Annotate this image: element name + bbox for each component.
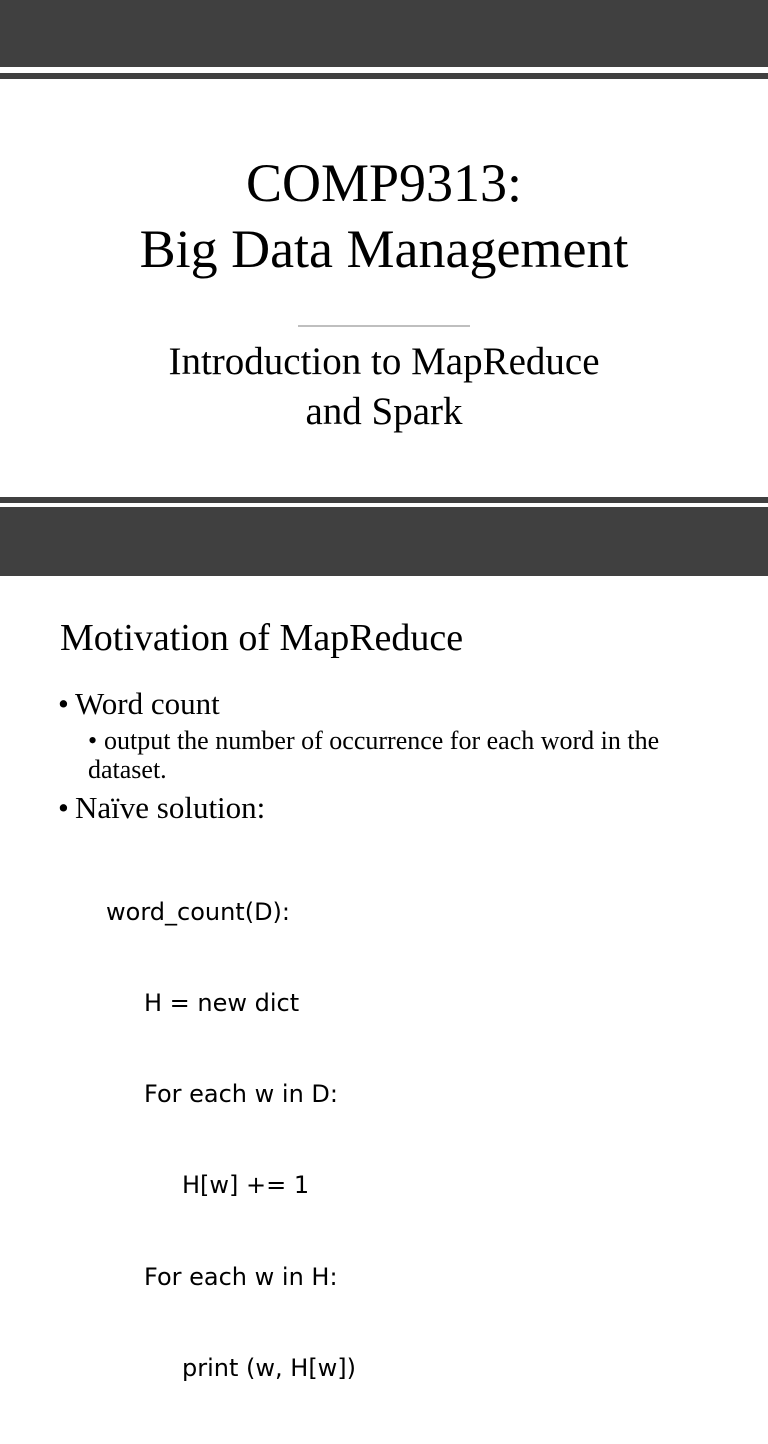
title-slide [0,0,768,512]
code-line: print (w, H[w]) [182,1353,357,1382]
content-slide [0,576,768,1382]
sub-bullet-text: output the number of occurrence for each word in the dataset. [88,726,660,784]
title-line-name: Big Data Management [139,219,629,279]
code-line: H[w] += 1 [182,1171,310,1200]
slide-subtitle [0,337,768,437]
slide-title [0,150,768,282]
bullet-marker: • [58,686,69,721]
top-rule [0,73,768,79]
code-block [106,836,356,1444]
title-divider [298,325,470,327]
separator-band [0,507,768,576]
code-line: word_count(D): [106,897,290,926]
top-band [0,0,768,67]
sub-bullet-marker: • [88,726,98,755]
code-line: H = new dict [144,989,300,1018]
bullet-marker: • [58,790,69,825]
code-line: For each w in D: [144,1080,338,1109]
bullet-naive-solution [58,790,265,826]
sub-bullet-output [88,726,728,784]
slide-heading: Motivation of MapReduce [60,617,464,659]
subtitle-line-1: Introduction to MapReduce [168,340,600,383]
subtitle-line-2: and Spark [305,390,463,433]
bullet-text: Naïve solution: [75,790,266,825]
code-line: For each w in H: [144,1262,338,1291]
bottom-rule [0,497,768,503]
bullet-text: Word count [75,686,220,721]
bullet-word-count [58,686,220,722]
title-line-course: COMP9313: [245,153,523,213]
